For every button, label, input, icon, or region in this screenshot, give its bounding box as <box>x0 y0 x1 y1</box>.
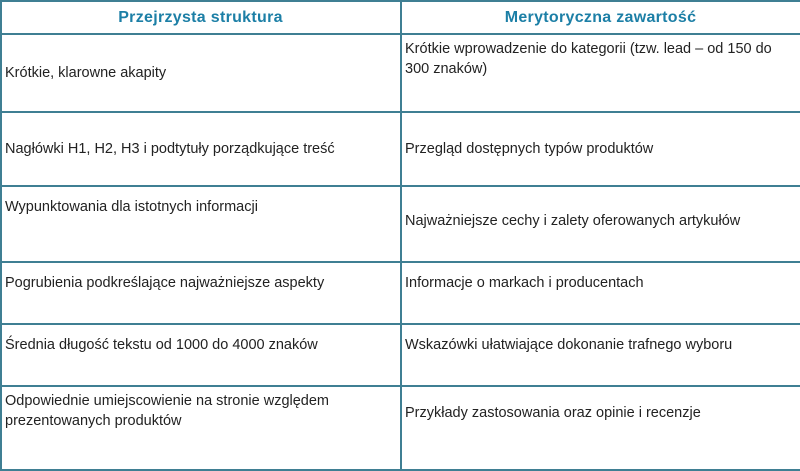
header-transparent-structure: Przejrzysta struktura <box>1 1 401 34</box>
table-cell-structure: Wypunktowania dla istotnych informacji <box>1 186 401 262</box>
table-cell-structure: Krótkie, klarowne akapity <box>1 34 401 112</box>
table-cell-structure: Nagłówki H1, H2, H3 i podtytuły porządkujące treść <box>1 112 401 186</box>
table-cell-content: Wskazówki ułatwiające dokonanie trafnego wyboru <box>401 324 800 386</box>
table-cell-structure: Odpowiednie umiejscowienie na stronie względem prezentowanych produktów <box>1 386 401 470</box>
table-row <box>1 262 800 324</box>
table-row <box>1 386 800 470</box>
table-cell-content: Krótkie wprowadzenie do kategorii (tzw. lead – od 150 do 300 znaków) <box>401 34 800 112</box>
table-cell-structure: Pogrubienia podkreślające najważniejsze aspekty <box>1 262 401 324</box>
table-cell-structure: Średnia długość tekstu od 1000 do 4000 znaków <box>1 324 401 386</box>
table-row <box>1 324 800 386</box>
table-cell-content: Informacje o markach i producentach <box>401 262 800 324</box>
table-cell-content: Przegląd dostępnych typów produktów <box>401 112 800 186</box>
table-row <box>1 112 800 186</box>
table-row <box>1 34 800 112</box>
table-row <box>1 186 800 262</box>
table-header-row <box>1 1 800 34</box>
header-substantive-content: Merytoryczna zawartość <box>401 1 800 34</box>
table-cell-content: Najważniejsze cechy i zalety oferowanych artykułów <box>401 186 800 262</box>
table-cell-content: Przykłady zastosowania oraz opinie i recenzje <box>401 386 800 470</box>
